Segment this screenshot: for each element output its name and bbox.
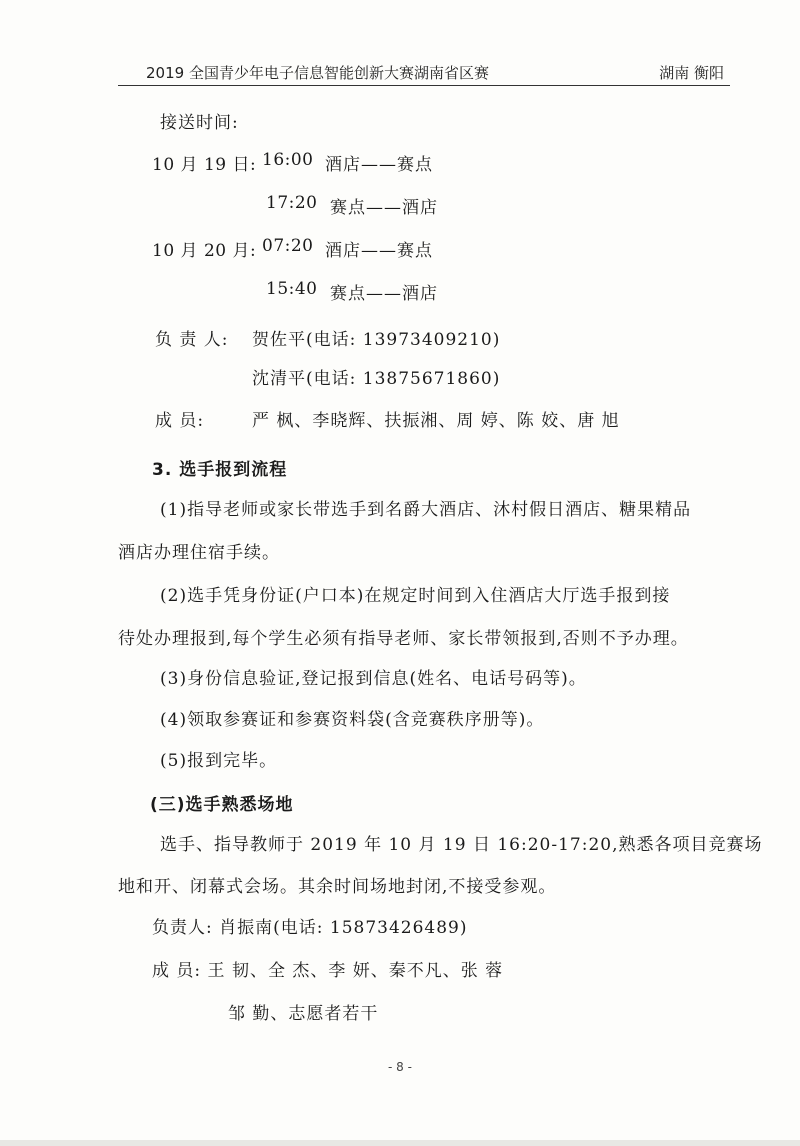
shuttle-row-route: 赛点——酒店 [330, 284, 438, 304]
section-heading: 3. 选手报到流程 [152, 460, 288, 480]
section-heading: (三)选手熟悉场地 [150, 795, 294, 815]
shuttle-heading: 接送时间: [160, 113, 239, 133]
procedure-item: (4)领取参赛证和参赛资料袋(含竞赛秩序册等)。 [160, 710, 545, 730]
shuttle-row-date: 10 月 19 日: [152, 155, 257, 175]
procedure-item: (3)身份信息验证,登记报到信息(姓名、电话号码等)。 [160, 669, 587, 689]
header-title: 2019 全国青少年电子信息智能创新大赛湖南省区赛 [146, 64, 489, 82]
venue-members: 成 员: 王 韧、全 杰、李 妍、秦不凡、张 蓉 [152, 961, 504, 981]
shuttle-leader: 沈清平(电话: 13875671860) [252, 369, 501, 389]
page-header [118, 60, 730, 86]
paragraph-line: 地和开、闭幕式会场。其余时间场地封闭,不接受参观。 [118, 877, 557, 897]
shuttle-row-time: 07:20 [262, 236, 314, 256]
shuttle-row-date: 10 月 20 月: [152, 241, 257, 261]
procedure-item-continued: 酒店办理住宿手续。 [118, 543, 280, 563]
shuttle-leader: 贺佐平(电话: 13973409210) [252, 330, 501, 350]
shuttle-member-label: 成 员: [155, 411, 205, 431]
shuttle-row-route: 酒店——赛点 [325, 241, 433, 261]
shuttle-row-route: 酒店——赛点 [325, 155, 433, 175]
procedure-item: (5)报到完毕。 [160, 751, 278, 771]
procedure-item: (2)选手凭身份证(户口本)在规定时间到入住酒店大厅选手报到接 [160, 586, 671, 606]
venue-leader: 负责人: 肖振南(电话: 15873426489) [152, 918, 468, 938]
shuttle-row-route: 赛点——酒店 [330, 198, 438, 218]
shuttle-leader-label: 负 责 人: [155, 330, 229, 350]
shuttle-members: 严 枫、李晓辉、扶振湘、周 婷、陈 姣、唐 旭 [252, 411, 620, 431]
shuttle-row-time: 16:00 [262, 150, 314, 170]
header-divider [118, 85, 730, 86]
shuttle-row-time: 15:40 [266, 279, 318, 299]
paragraph-line: 选手、指导教师于 2019 年 10 月 19 日 16:20-17:20,熟悉各项目竞赛场 [160, 835, 763, 855]
shuttle-row-time: 17:20 [266, 193, 318, 213]
procedure-item: (1)指导老师或家长带选手到名爵大酒店、沐村假日酒店、糖果精品 [160, 500, 692, 520]
procedure-item-continued: 待处办理报到,每个学生必须有指导老师、家长带领报到,否则不予办理。 [118, 629, 689, 649]
header-location: 湖南 衡阳 [659, 64, 724, 82]
page-bottom-edge [0, 1140, 800, 1146]
venue-members-continued: 邹 勤、志愿者若干 [228, 1004, 379, 1024]
page-number: - 8 - [388, 1060, 412, 1074]
